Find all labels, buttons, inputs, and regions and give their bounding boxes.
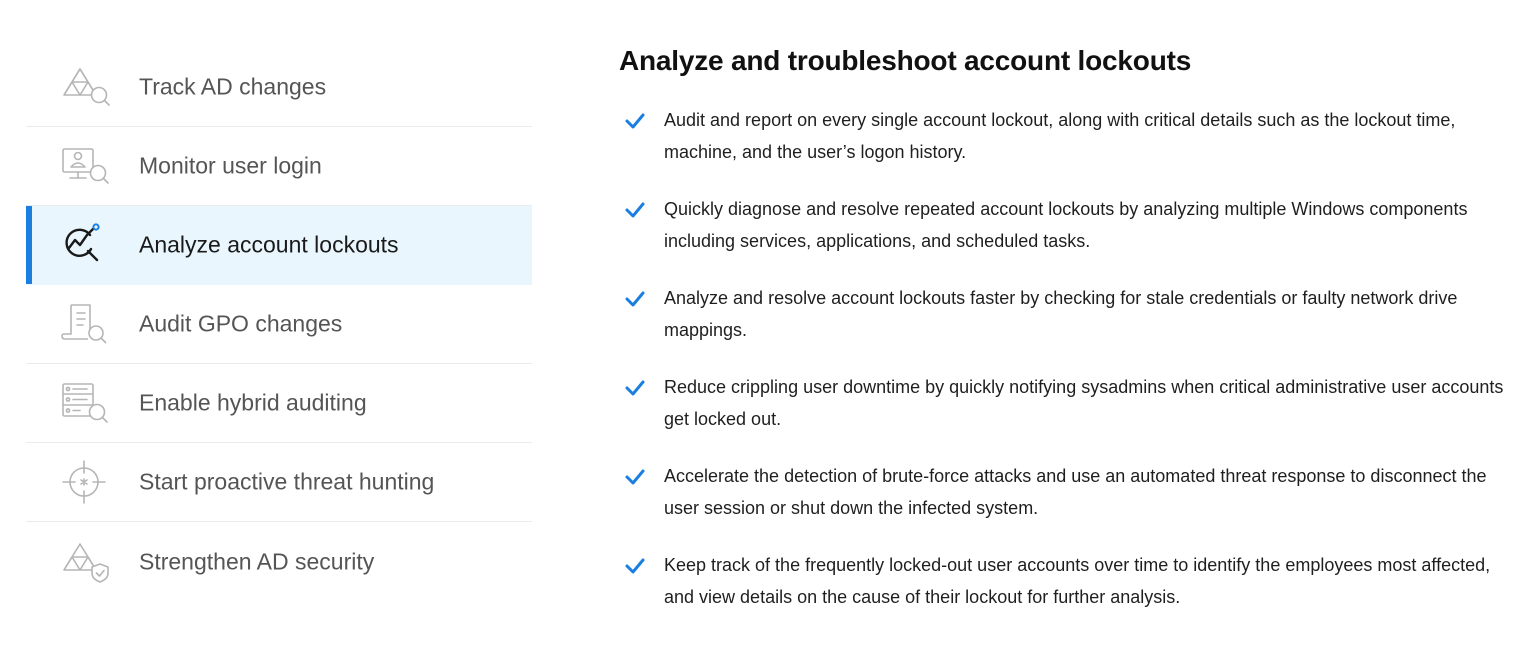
menu-item-label: Analyze account lockouts [139,231,399,258]
list-item [619,460,1519,524]
menu-item-audit-gpo-changes[interactable] [26,285,532,364]
list-item [619,549,1519,613]
triangle-shield-icon [60,538,116,586]
checkmark-icon [624,110,646,132]
checkmark-icon [624,555,646,577]
checkmark-icon [624,199,646,221]
list-item [619,371,1519,435]
checkmark-icon [624,466,646,488]
menu-item-label: Strengthen AD security [139,548,375,574]
list-item [619,282,1519,346]
feature-list [619,104,1519,613]
feature-text: Analyze and resolve account lockouts faster by checking for stale credentials or faulty network drive mappings. [664,288,1458,340]
feature-text: Keep track of the frequently locked-out user accounts over time to identify the employees most affected, and view details on the cause of their lockout for further analysis. [664,555,1491,607]
page-title: Analyze and troubleshoot account lockouts [619,45,1192,76]
feature-text: Reduce crippling user downtime by quickly notifying sysadmins when critical administrative user accounts get locked out. [664,377,1504,429]
menu-item-monitor-user-login[interactable] [26,127,532,206]
menu-item-enable-hybrid-auditing[interactable] [26,364,532,443]
document-search-icon [60,300,116,348]
menu-item-strengthen-ad-security[interactable] [26,522,532,601]
checkmark-icon [624,288,646,310]
menu-item-label: Enable hybrid auditing [139,389,367,416]
menu-item-label: Start proactive threat hunting [139,468,435,495]
checkmark-icon [624,377,646,399]
list-item [619,104,1519,168]
menu-item-track-ad-changes[interactable] [26,48,532,127]
feature-detail-panel [619,42,1519,638]
menu-item-analyze-account-lockouts[interactable] [26,206,532,285]
menu-item-start-proactive-threat-hunting[interactable] [26,443,532,522]
menu-item-label: Track AD changes [139,73,327,100]
feature-text: Accelerate the detection of brute-force attacks and use an automated threat response to disconnect the user session or shut down the infected system. [664,466,1487,518]
analytics-search-icon [60,221,116,269]
list-item [619,193,1519,257]
feature-text: Audit and report on every single account lockout, along with critical details such as the lockout time, machine, and the user’s logon history. [664,110,1456,162]
feature-menu [26,48,532,601]
monitor-user-search-icon [60,142,116,190]
menu-item-label: Audit GPO changes [139,310,343,337]
feature-text: Quickly diagnose and resolve repeated account lockouts by analyzing multiple Windows components including services, applications, and scheduled tasks. [664,199,1468,251]
menu-item-label: Monitor user login [139,152,322,179]
triangle-search-icon [60,63,116,111]
crosshair-icon [60,458,116,506]
server-search-icon [60,379,116,427]
